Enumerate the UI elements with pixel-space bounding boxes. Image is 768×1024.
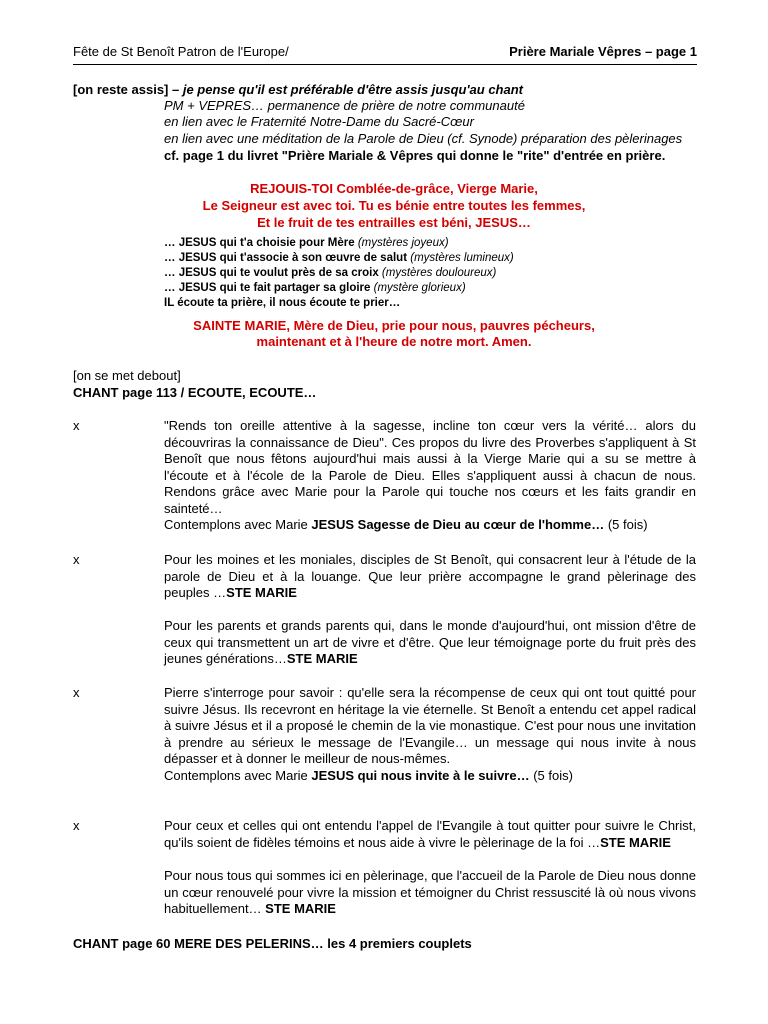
paragraph-2 [164, 552, 696, 602]
contemplons-label: Contemplons avec Marie [164, 767, 312, 783]
chant-1: CHANT page 113 / ECOUTE, ECOUTE… [73, 385, 317, 400]
header-title: Fête de St Benoît Patron de l'Europe/ [73, 44, 289, 59]
contemplons-label: Contemplons avec Marie [164, 517, 312, 532]
intention-marker: x [73, 818, 80, 833]
mystery-line [164, 281, 466, 296]
mystery-text: … JESUS qui t'associe à son œuvre de salut [164, 252, 411, 264]
intro-lead-italic: je pense qu'il est préférable d'être assis jusqu'au chant [182, 82, 523, 97]
ste-marie-response: STE MARIE [286, 651, 358, 666]
intention-marker: x [73, 418, 80, 433]
header-page-label: Prière Mariale Vêpres – page 1 [509, 44, 697, 59]
paragraph-6-text: Pour nous tous qui sommes ici en pèlerinage, que l'accueil de la Parole de Dieu nous donne un cœur renouvelé pour vivre la mission et témoigner du Christ ressuscité là où nous vivons habituellement… [164, 868, 696, 916]
intro-line-4: en lien avec une méditation de la Parole de Dieu (cf. Synode) préparation des pèlerinages [164, 131, 683, 146]
chant-2: CHANT page 60 MERE DES PELERINS… les 4 premiers couplets [73, 936, 472, 951]
paragraph-5-text: Pour ceux et celles qui ont entendu l'appel de l'Evangile à tout quitter pour suivre le Christ, qu'ils soient de fidèles témoins et nous aide à vivre le pèlerinage de la foi … [164, 818, 696, 850]
intro-line-2: PM + VEPRES… permanence de prière de notre communauté [164, 98, 525, 113]
paragraph-2-text: Pour les moines et les moniales, disciples de St Benoît, qui consacrent leur à l'étude de la parole de Dieu et à la louange. Que leur prière accompagne le grand pèlerinage des peuples … [164, 552, 696, 600]
ste-marie-response: STE MARIE [600, 834, 671, 850]
mystery-line [164, 266, 496, 281]
sainte-marie-line-2: maintenant et à l'heure de notre mort. Amen. [256, 334, 532, 349]
ave-line-2: Le Seigneur est avec toi. Tu es bénie entre toutes les femmes, [202, 198, 586, 213]
contemplons-mystery: JESUS Sagesse de Dieu au cœur de l'homme… [311, 517, 605, 532]
contemplons-mystery: JESUS qui nous invite à le suivre… [311, 767, 530, 783]
intro-lead: [on reste assis] – [73, 82, 183, 97]
standing-instruction: [on se met debout] [73, 368, 181, 383]
contemplons-count: (5 fois) [529, 767, 573, 783]
mystery-text: … JESUS qui te fait partager sa gloire [164, 282, 374, 294]
ave-line-3: Et le fruit de tes entrailles est béni, JESUS… [257, 215, 531, 230]
mystery-note: (mystères douloureux) [381, 267, 497, 279]
page-header [73, 40, 697, 65]
paragraph-4 [164, 685, 696, 784]
mystery-text: … JESUS qui te voulut près de sa croix [164, 267, 382, 279]
mystery-line [164, 236, 449, 251]
mystery-text: … JESUS qui t'a choisie pour Mère [164, 237, 358, 249]
ave-line-1: REJOUIS-TOI Comblée-de-grâce, Vierge Marie, [250, 181, 538, 196]
mystery-line [164, 251, 514, 266]
paragraph-6 [164, 868, 696, 918]
mystery-note: (mystères joyeux) [357, 237, 449, 249]
mystery-note: (mystère glorieux) [373, 282, 466, 294]
contemplons-count: (5 fois) [604, 517, 648, 532]
mystery-text: IL écoute ta prière, il nous écoute te prier… [164, 297, 401, 309]
intention-marker: x [73, 552, 80, 567]
mystery-line [164, 296, 400, 311]
intro-line-3: en lien avec le Fraternité Notre-Dame du Sacré-Cœur [164, 114, 474, 129]
paragraph-1-text: "Rends ton oreille attentive à la sagesse, incline ton cœur vers la vérité… alors du découvriras la connaissance de Dieu". Ces propos du livre des Proverbes s'appliquent à St Benoît que nous fêtons aujourd'hui mais aussi à la Vierge Marie qui a su se mettre à l'écoute et à l'école de la Parole de Dieu. Elles s'appliquent aussi à chacun de nous. Rendons grâce avec Marie pour la Parole qui touche nos cœurs et les faits grandir en sainteté… [164, 418, 696, 516]
paragraph-3 [164, 618, 696, 668]
paragraph-4-text: Pierre s'interroge pour savoir : qu'elle sera la récompense de ceux qui ont tout quitté pour suivre Jésus. Ils recevront en héritage la vie éternelle. St Benoît a entendu cet appel radical à suivre Jésus et il a proposé le chemin de la vie monastique. C'est pour nous une invitation à prendre au sérieux le message de l'Evangile… un message qui nous invite à nous dépasser et à donner le meilleur de nous-mêmes. [164, 685, 696, 766]
sainte-marie-line-1: SAINTE MARIE, Mère de Dieu, prie pour nous, pauvres pécheurs, [193, 318, 595, 333]
intention-marker: x [73, 685, 80, 700]
ste-marie-response: STE MARIE [265, 901, 336, 916]
paragraph-3-text: Pour les parents et grands parents qui, dans le monde d'aujourd'hui, ont mission d'être de ceux qui transmettent un art de vivre et d'être. Que leur témoignage porte du fruit près des jeunes générations… [164, 618, 696, 666]
paragraph-5 [164, 818, 696, 851]
ste-marie-response: STE MARIE [226, 585, 297, 600]
intro-line-1 [73, 82, 523, 98]
paragraph-1 [164, 418, 696, 534]
mystery-note: (mystères lumineux) [410, 252, 514, 264]
intro-line-5: cf. page 1 du livret "Prière Mariale & Vêpres qui donne le "rite" d'entrée en prière. [164, 148, 666, 163]
